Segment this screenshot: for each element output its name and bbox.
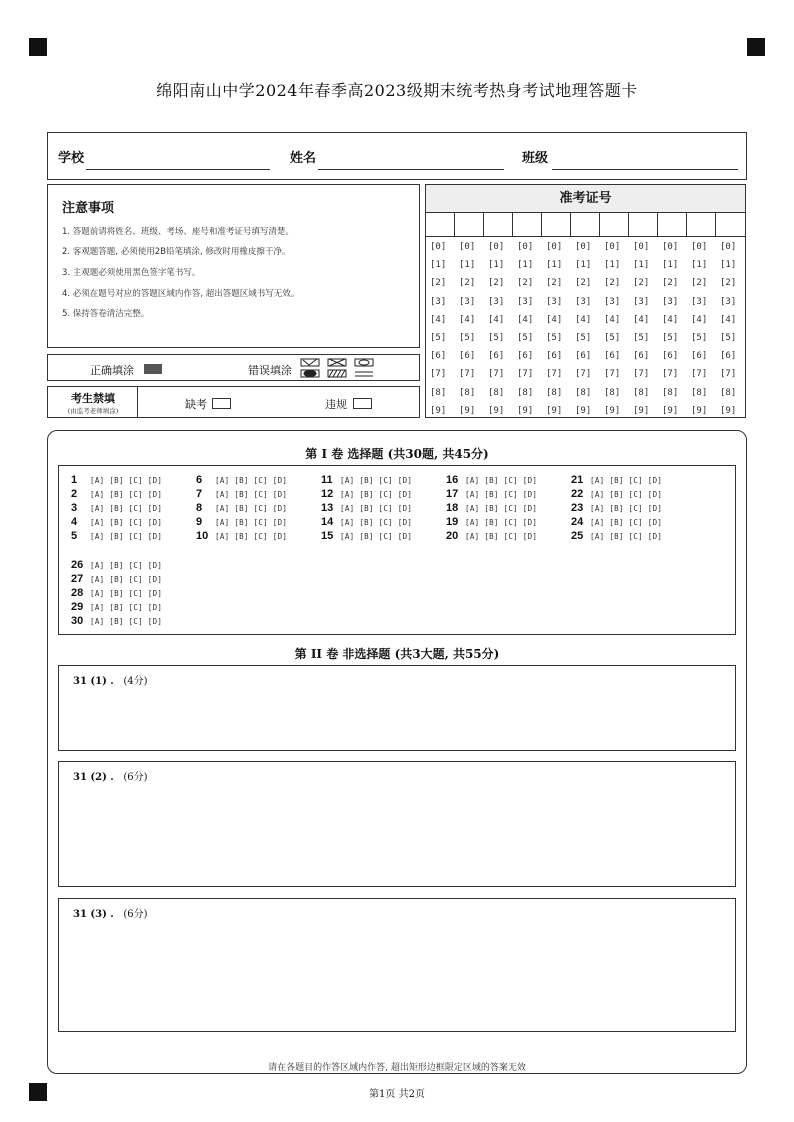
admission-bubble[interactable]: [5] [662,333,679,343]
admission-bubble[interactable]: [1] [604,260,621,271]
admission-bubble[interactable]: [2] [430,278,447,289]
question-number: 30 [71,615,84,627]
question-number: 22 [571,488,584,500]
answer-number: 31 (2) . [73,772,114,783]
admission-bubble[interactable]: [1] [517,260,534,271]
answer-options[interactable]: [A] [B] [C] [D] [590,518,663,527]
answer-options[interactable]: [A] [B] [C] [D] [90,575,163,584]
notice-item: 4. 必须在题号对应的答题区域内作答, 超出答题区域书写无效。 [62,289,300,299]
admission-bubble[interactable]: [4] [430,314,447,325]
admission-digit-box[interactable] [455,213,484,237]
question-number: 18 [446,502,459,514]
answer-options[interactable]: [A] [B] [C] [D] [215,476,288,485]
answer-options[interactable]: [A] [B] [C] [D] [340,518,413,527]
question-number: 6 [196,474,203,486]
answer-options[interactable]: [A] [B] [C] [D] [90,617,163,626]
question-number: 11 [321,474,333,486]
admission-bubble[interactable]: [8] [720,387,737,398]
admission-bubble[interactable]: [8] [691,387,708,398]
answer-options[interactable]: [A] [B] [C] [D] [590,490,663,499]
question-number: 9 [196,516,203,528]
wrong-fill-label: 错误填涂 [248,364,292,377]
admission-bubble[interactable]: [8] [459,387,476,398]
admission-digit-box[interactable] [513,213,542,237]
admission-bubble[interactable]: [4] [633,314,650,325]
question-number: 4 [71,516,78,528]
class-field[interactable] [552,169,738,170]
school-field[interactable] [86,169,270,170]
admission-bubble[interactable]: [2] [633,278,650,289]
question-number: 1 [71,474,78,486]
forbidden-title-cell [48,387,138,417]
admission-bubble[interactable]: [5] [488,333,505,343]
admission-bubble[interactable]: [7] [662,369,679,380]
admission-bubble[interactable]: [2] [488,278,505,289]
admission-bubble[interactable]: [3] [546,296,563,307]
answer-options[interactable]: [A] [B] [C] [D] [215,518,288,527]
admission-bubble[interactable]: [0] [459,242,476,252]
admission-digit-box[interactable] [658,213,687,237]
mcq-box [58,465,736,635]
admission-bubble[interactable]: [3] [720,296,737,307]
admission-bubble[interactable]: [4] [459,314,476,325]
admission-bubble[interactable]: [9] [575,405,592,416]
answer-points: (6分) [123,772,148,783]
wrong-fill-marks [300,358,380,379]
admission-bubble[interactable]: [5] [720,333,737,343]
admission-bubble[interactable]: [7] [517,369,534,380]
answer-options[interactable]: [A] [B] [C] [D] [90,490,163,499]
admission-bubble[interactable]: [7] [720,369,737,380]
question-number: 29 [71,601,84,613]
question-number: 14 [321,516,334,528]
answer-options[interactable]: [A] [B] [C] [D] [590,532,663,541]
answer-label-31-2 [73,768,148,783]
question-number: 26 [71,559,84,571]
admission-bubble[interactable]: [3] [517,296,534,307]
admission-bubble[interactable]: [3] [430,296,447,307]
admission-bubble[interactable]: [9] [662,405,679,416]
admission-bubble[interactable]: [6] [633,351,650,362]
notice-item: 2. 客观题答题, 必须使用2B铅笔填涂, 修改时用橡皮擦干净。 [62,247,291,257]
admission-bubble[interactable]: [0] [691,242,708,252]
admission-bubble[interactable]: [4] [546,314,563,325]
admission-bubble[interactable]: [5] [430,333,447,343]
admission-bubble[interactable]: [4] [517,314,534,325]
answer-options[interactable]: [A] [B] [C] [D] [340,532,413,541]
admission-bubble[interactable]: [5] [517,333,534,343]
question-number: 27 [71,573,84,585]
answer-number: 31 (3) . [73,909,114,920]
admission-bubble[interactable]: [1] [720,260,737,271]
question-number: 12 [321,488,334,500]
question-number: 17 [446,488,459,500]
admission-bubble[interactable]: [1] [459,260,476,271]
admission-bubble[interactable]: [8] [517,387,534,398]
answer-options[interactable]: [A] [B] [C] [D] [90,476,163,485]
question-number: 24 [571,516,584,528]
admission-bubble[interactable]: [8] [488,387,505,398]
admission-bubble[interactable]: [6] [459,351,476,362]
admission-bubble[interactable]: [7] [459,369,476,380]
admission-bubble[interactable]: [1] [691,260,708,271]
admission-bubble[interactable]: [4] [662,314,679,325]
admission-bubble[interactable]: [9] [604,405,621,416]
admission-bubble[interactable]: [8] [430,387,447,398]
admission-digit-box[interactable] [571,213,600,237]
answer-options[interactable]: [A] [B] [C] [D] [90,589,163,598]
answer-options[interactable]: [A] [B] [C] [D] [90,561,163,570]
admission-bubble[interactable]: [0] [575,242,592,252]
violation-checkbox[interactable] [353,398,372,409]
admission-bubble[interactable]: [2] [546,278,563,289]
section1-title: 第 I 卷 选择题 (共30题, 共45分) [305,447,489,461]
admission-bubble[interactable]: [4] [488,314,505,325]
question-number: 28 [71,587,84,599]
corner-marker-top-left [29,38,47,56]
notice-item: 5. 保持答卷清洁完整。 [62,309,150,319]
admission-bubble[interactable]: [7] [691,369,708,380]
answer-options[interactable]: [A] [B] [C] [D] [340,504,413,513]
admission-bubble[interactable]: [4] [575,314,592,325]
admission-bubble[interactable]: [8] [575,387,592,398]
admission-bubble[interactable]: [5] [575,333,592,343]
notice-title: 注意事项 [62,201,115,216]
admission-bubble[interactable]: [6] [662,351,679,362]
violation-label: 违规 [325,398,347,411]
admission-bubble[interactable]: [3] [604,296,621,307]
answer-options[interactable]: [A] [B] [C] [D] [465,490,538,499]
admission-digit-box[interactable] [629,213,658,237]
admission-bubble[interactable]: [0] [662,242,679,252]
admission-bubble[interactable]: [2] [604,278,621,289]
admission-bubble[interactable]: [6] [691,351,708,362]
admission-bubble[interactable]: [9] [691,405,708,416]
admission-bubble[interactable]: [2] [720,278,737,289]
question-number: 21 [571,474,584,486]
admission-bubble[interactable]: [9] [488,405,505,416]
admission-bubble[interactable]: [7] [633,369,650,380]
admission-bubble[interactable]: [2] [575,278,592,289]
admission-number-box [425,184,746,418]
answer-options[interactable]: [A] [B] [C] [D] [215,504,288,513]
section2-title: 第 II 卷 非选择题 (共3大题, 共55分) [294,647,500,661]
question-number: 16 [446,474,459,486]
admission-bubble[interactable]: [1] [633,260,650,271]
answer-options[interactable]: [A] [B] [C] [D] [215,490,288,499]
admission-digit-box[interactable] [484,213,513,237]
admission-bubble[interactable]: [3] [459,296,476,307]
admission-bubble[interactable]: [2] [459,278,476,289]
admission-bubble[interactable]: [7] [488,369,505,380]
question-number: 3 [71,502,78,514]
admission-bubble[interactable]: [0] [517,242,534,252]
admission-bubble[interactable]: [9] [633,405,650,416]
admission-bubble[interactable]: [0] [633,242,650,252]
forbidden-title: 考生禁填 [71,392,115,405]
admission-bubble[interactable]: [0] [430,242,447,252]
correct-fill-label: 正确填涂 [90,364,134,377]
answer-options[interactable]: [A] [B] [C] [D] [340,476,413,485]
admission-bubble[interactable]: [1] [488,260,505,271]
name-label: 姓名 [290,151,317,166]
admission-bubble[interactable]: [5] [546,333,563,343]
admission-bubble[interactable]: [1] [430,260,447,271]
question-number: 7 [196,488,203,500]
admission-bubble[interactable]: [6] [488,351,505,362]
answer-label-31-1 [73,672,148,687]
admission-bubble[interactable]: [3] [662,296,679,307]
admission-bubble[interactable]: [4] [720,314,737,325]
admission-bubble[interactable]: [7] [546,369,563,380]
answer-options[interactable]: [A] [B] [C] [D] [465,532,538,541]
answer-options[interactable]: [A] [B] [C] [D] [90,504,163,513]
answer-points: (6分) [123,909,148,920]
answer-options[interactable]: [A] [B] [C] [D] [90,532,163,541]
absent-label: 缺考 [185,398,207,411]
admission-digit-box[interactable] [426,213,455,237]
answer-options[interactable]: [A] [B] [C] [D] [90,518,163,527]
admission-bubble[interactable]: [4] [691,314,708,325]
question-number: 13 [321,502,334,514]
school-label: 学校 [58,151,85,166]
admission-bubble[interactable]: [1] [662,260,679,271]
admission-bubble[interactable]: [3] [575,296,592,307]
admission-bubble[interactable]: [7] [430,369,447,380]
correct-fill-mark [144,364,162,374]
answer-box-31-2[interactable] [58,761,736,887]
admission-bubble[interactable]: [5] [633,333,650,343]
answer-options[interactable]: [A] [B] [C] [D] [340,490,413,499]
answer-options[interactable]: [A] [B] [C] [D] [465,504,538,513]
admission-bubble[interactable]: [5] [604,333,621,343]
answer-options[interactable]: [A] [B] [C] [D] [465,476,538,485]
admission-bubble[interactable]: [6] [720,351,737,362]
admission-bubble[interactable]: [3] [488,296,505,307]
admission-bubble[interactable]: [0] [604,242,621,252]
admission-bubble[interactable]: [2] [517,278,534,289]
admission-bubble[interactable]: [9] [459,405,476,416]
notice-item: 3. 主观题必须使用黑色签字笔书写。 [62,268,201,278]
admission-bubble[interactable]: [6] [575,351,592,362]
fill-example-box [47,354,420,381]
corner-marker-top-right [747,38,765,56]
answer-points: (4分) [123,676,148,687]
question-number: 25 [571,530,584,542]
admission-bubble[interactable]: [5] [691,333,708,343]
answer-options[interactable]: [A] [B] [C] [D] [215,532,288,541]
admission-bubble[interactable]: [6] [430,351,447,362]
admission-bubble[interactable]: [0] [720,242,737,252]
admission-digit-box[interactable] [600,213,629,237]
forbidden-subtitle: (由监考老师填涂) [67,407,119,415]
admission-digit-box[interactable] [542,213,571,237]
admission-number-title: 准考证号 [426,185,745,213]
admission-bubble[interactable]: [9] [546,405,563,416]
admission-bubble[interactable]: [0] [488,242,505,252]
page-number: 第1页 共2页 [369,1089,425,1100]
question-number: 19 [446,516,459,528]
admission-bubble[interactable]: [9] [517,405,534,416]
admission-bubble[interactable]: [8] [546,387,563,398]
question-number: 15 [321,530,334,542]
admission-bubble[interactable]: [5] [459,333,476,343]
admission-bubble[interactable]: [1] [575,260,592,271]
admission-bubble[interactable]: [3] [633,296,650,307]
notice-item: 1. 答题前请将姓名、班级、考场、座号和准考证号填写清楚。 [62,227,294,237]
notice-box [47,184,420,348]
admission-digit-box[interactable] [687,213,716,237]
admission-number-entry-row [426,213,745,237]
question-number: 2 [71,488,78,500]
forbidden-box [47,386,420,418]
admission-bubble[interactable]: [8] [662,387,679,398]
admission-bubble[interactable]: [3] [691,296,708,307]
admission-bubble[interactable]: [6] [546,351,563,362]
answer-label-31-3 [73,905,148,920]
page-title: 绵阳南山中学2024年春季高2023级期末统考热身考试地理答题卡 [156,81,638,100]
name-field[interactable] [318,169,504,170]
absent-checkbox[interactable] [212,398,231,409]
admission-bubble[interactable]: [2] [691,278,708,289]
question-number: 8 [196,502,203,514]
admission-bubble[interactable]: [9] [430,405,447,416]
admission-bubble[interactable]: [7] [575,369,592,380]
admission-bubble[interactable]: [8] [604,387,621,398]
class-label: 班级 [522,151,549,166]
answer-box-31-3[interactable] [58,898,736,1032]
admission-bubble[interactable]: [8] [633,387,650,398]
answer-options[interactable]: [A] [B] [C] [D] [90,603,163,612]
answer-options[interactable]: [A] [B] [C] [D] [465,518,538,527]
answer-number: 31 (1) . [73,676,114,687]
admission-bubble[interactable]: [4] [604,314,621,325]
question-number: 10 [196,530,209,542]
admission-bubble[interactable]: [1] [546,260,563,271]
admission-bubble[interactable]: [7] [604,369,621,380]
admission-bubble[interactable]: [9] [720,405,737,416]
admission-bubble[interactable]: [6] [517,351,534,362]
question-number: 20 [446,530,459,542]
question-number: 5 [71,530,78,542]
answer-options[interactable]: [A] [B] [C] [D] [590,476,663,485]
admission-bubble[interactable]: [6] [604,351,621,362]
footer-note: 请在各题目的作答区域内作答, 超出矩形边框限定区域的答案无效 [268,1063,526,1073]
question-number: 23 [571,502,584,514]
answer-box-31-1[interactable] [58,665,736,751]
admission-bubble[interactable]: [2] [662,278,679,289]
admission-bubble[interactable]: [0] [546,242,563,252]
student-info-box [47,132,747,180]
answer-options[interactable]: [A] [B] [C] [D] [590,504,663,513]
